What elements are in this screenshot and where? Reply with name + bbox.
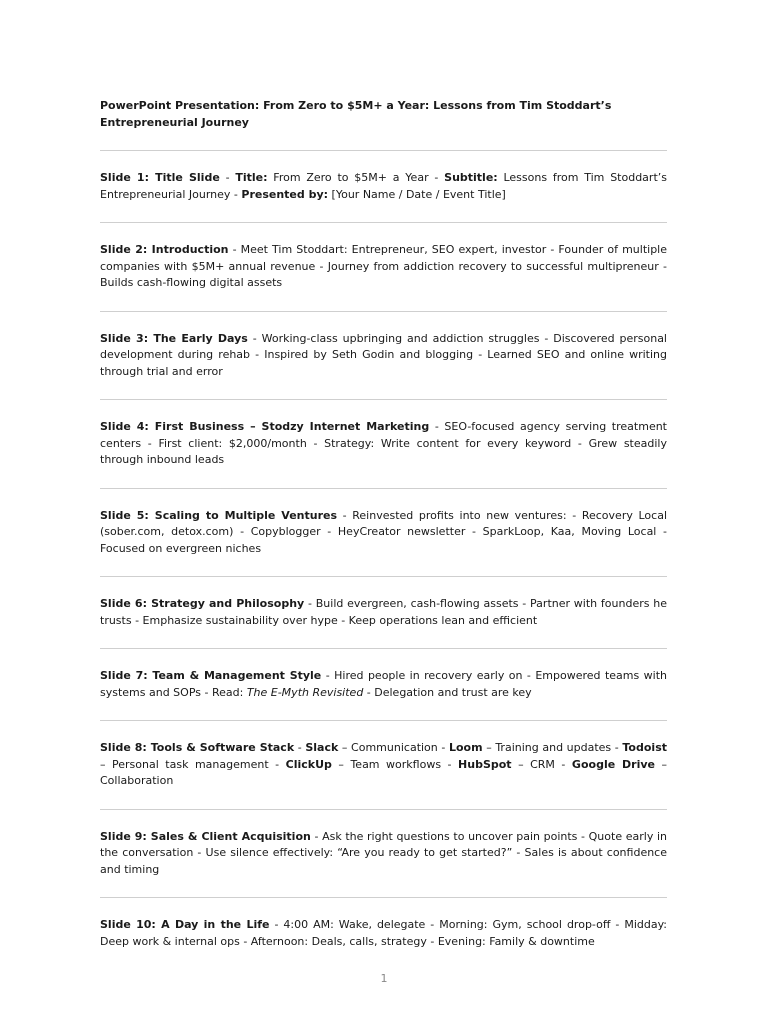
slide-bold-text: Slide 6: Strategy and Philosophy (100, 597, 305, 610)
slide-text: - Hired people in recovery early on - Empowered teams with systems and SOPs - Read: (100, 669, 667, 699)
slide-text: – Training and updates - (482, 741, 623, 754)
slide-bold-text: Loom (448, 741, 483, 754)
slide-bold-text: Subtitle: (444, 171, 498, 184)
slide-bold-text: Slide 8: Tools & Software Stack (100, 741, 295, 754)
divider (100, 222, 667, 223)
divider (100, 809, 667, 810)
slide-bold-text: ClickUp (285, 757, 332, 771)
slide-bold-text: Google Drive (571, 757, 655, 771)
slide-7-paragraph (100, 668, 667, 701)
divider (100, 488, 667, 489)
slide-text: - Working-class upbringing and addiction struggles - Discovered personal development during rehab - Inspired by Seth Godin and blogging - Learned SEO and online writing through trial and error (100, 331, 667, 378)
slide-10-paragraph (100, 917, 667, 950)
slide-3-paragraph (100, 331, 667, 381)
slide-bold-text: Slide 2: Introduction (100, 243, 229, 256)
slide-bold-text: Todoist (622, 741, 667, 754)
slide-text: - Meet Tim Stoddart: Entrepreneur, SEO expert, investor - Founder of multiple companies with $5M+ annual revenue - Journey from addiction recovery to successful multipreneur - Builds cash-flowing digital assets (100, 243, 667, 289)
page-number: 1 (380, 972, 388, 985)
slide-text: - (219, 171, 236, 184)
slide-2-paragraph (100, 242, 667, 292)
slide-text: – Team workflows - (331, 757, 459, 771)
slide-text: Lessons from Tim Stoddart’s Entrepreneurial Journey - (100, 171, 667, 201)
divider (100, 648, 667, 649)
slide-4-paragraph (100, 419, 667, 469)
divider (100, 399, 667, 400)
slide-bold-text: Slide 4: First Business – Stodzy Internet Marketing (100, 420, 430, 433)
document-page (100, 97, 667, 950)
divider (100, 897, 667, 898)
slide-bold-text: HubSpot (458, 757, 512, 771)
slide-8-paragraph (100, 740, 667, 790)
slide-text: - 4:00 AM: Wake, delegate - Morning: Gym, school drop-off - Midday: Deep work & internal ops - Afternoon: Deals, calls, strategy - Evening: Family & downtime (100, 918, 668, 948)
slide-text: – CRM - (511, 757, 572, 771)
slide-bold-text: Slide 7: Team & Management Style (100, 669, 322, 682)
slide-6-paragraph (100, 596, 667, 629)
divider (100, 311, 667, 312)
slide-5-paragraph (100, 508, 667, 558)
slide-text: - Build evergreen, cash-flowing assets - Partner with founders he trusts - Emphasize sustainability over hype - Keep operations lean and efficient (100, 597, 667, 627)
slide-text: – Communication - (338, 741, 449, 754)
slide-bold-text: Slide 1: Title Slide (100, 171, 220, 184)
slide-text: - Ask the right questions to uncover pain points - Quote early in the conversation - Use silence effectively: “Are you ready to get started?” - Sales is about confidence and timing (100, 829, 667, 876)
slide-bold-text: Title: (235, 171, 268, 184)
slide-bold-text: Slack (305, 741, 339, 754)
slide-text: – Personal task management - (100, 757, 286, 771)
divider (100, 720, 667, 721)
divider (100, 576, 667, 577)
slide-text: [Your Name / Date / Event Title] (328, 187, 506, 201)
slide-text: - (294, 741, 306, 754)
slide-text: From Zero to $5M+ a Year - (267, 171, 445, 184)
slide-9-paragraph (100, 829, 667, 879)
slide-italic-text: The E-Myth Revisited (246, 685, 364, 699)
slide-bold-text: Presented by: (241, 187, 329, 201)
document-title: PowerPoint Presentation: From Zero to $5M+ a Year: Lessons from Tim Stoddart’s Entrepreneurial Journey (100, 99, 612, 129)
slide-bold-text: Slide 3: The Early Days (100, 331, 248, 345)
slide-bold-text: Slide 5: Scaling to Multiple Ventures (100, 508, 338, 522)
divider (100, 150, 667, 151)
slide-text: – Collaboration (100, 757, 667, 787)
slide-1-paragraph (100, 170, 667, 203)
slide-text: - Delegation and trust are key (363, 685, 532, 699)
slide-bold-text: Slide 9: Sales & Client Acquisition (100, 829, 311, 843)
slide-text: - SEO-focused agency serving treatment centers - First client: $2,000/month - Strategy: Write content for every keyword - Grew steadily through inbound leads (100, 420, 667, 466)
slide-text: - Reinvested profits into new ventures: - Recovery Local (sober.com, detox.com) - Copyblogger - HeyCreator newsletter - SparkLoop, Kaa, Moving Local - Focused on evergreen niches (100, 508, 667, 555)
slide-bold-text: Slide 10: A Day in the Life (100, 918, 270, 931)
